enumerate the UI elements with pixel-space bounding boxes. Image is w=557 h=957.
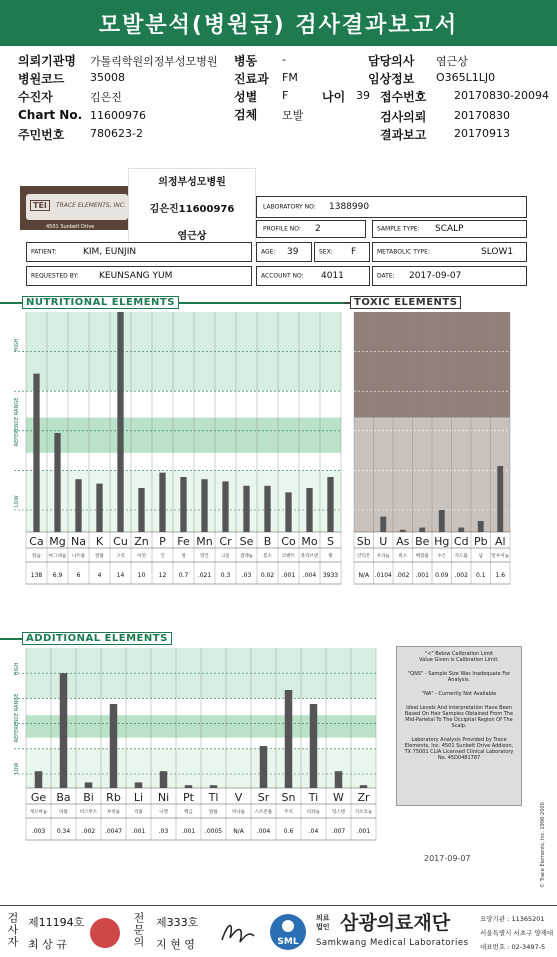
element-korean: 스트론튬 — [254, 810, 273, 815]
element-value: 138 — [30, 572, 43, 579]
account-no-box — [256, 266, 370, 286]
lab-patient-label: PATIENT: — [31, 248, 57, 256]
element-korean: 베릴륨 — [415, 554, 429, 559]
account-no-value: 4011 — [321, 271, 344, 281]
stamp-doctor: 염근상 — [177, 231, 207, 242]
element-korean: 우라늄 — [376, 554, 390, 559]
specimen-value: 모발 — [282, 109, 304, 122]
element-value: 10 — [137, 572, 146, 579]
legend-na: "NA" - Currently Not Available — [421, 691, 497, 697]
sample-type-box — [372, 220, 527, 238]
legend-lab: Laboratory Analysis Provided by Trace Elements, Inc. 4501 Sunbelt Drive Addison, TX 75001 CLIA Licensed Clinical Laboratory No. 45D0481787 — [404, 737, 514, 761]
lab-date-value: 2017-09-07 — [409, 271, 462, 281]
bar-na — [75, 479, 81, 532]
reference-band-dark — [26, 418, 341, 453]
clinical-value: O365L1LJ0 — [436, 71, 496, 84]
bar-u — [380, 517, 386, 532]
element-value: .004 — [256, 828, 271, 835]
element-korean: 주석 — [284, 810, 293, 815]
element-symbol: Mg — [49, 535, 66, 548]
element-korean: 황 — [328, 554, 333, 559]
element-korean: 루비듐 — [106, 810, 121, 815]
element-korean: 카드뮴 — [454, 554, 468, 559]
bar-sn — [285, 690, 293, 788]
element-korean: 니켈 — [159, 810, 168, 815]
element-korean: 나트륨 — [71, 554, 86, 559]
profile-no-value: 2 — [315, 224, 321, 234]
sml-text: SML — [277, 937, 299, 947]
bar-hg — [439, 510, 445, 532]
metabolic-type-box — [372, 242, 527, 262]
element-value: 0.34 — [56, 828, 71, 835]
element-symbol: Na — [71, 535, 86, 548]
element-value: 0.3 — [220, 572, 231, 579]
element-korean: 알루미늄 — [491, 554, 509, 559]
element-korean: 붕소 — [263, 554, 272, 559]
requested-by-label: REQUESTED BY: — [31, 272, 79, 280]
signature-icon — [218, 916, 258, 950]
bar-cd — [458, 528, 464, 532]
element-symbol: Mo — [301, 535, 318, 548]
range-side-label: HIGH — [14, 662, 20, 676]
element-symbol: Bi — [83, 791, 94, 804]
bar-fe — [180, 477, 186, 532]
lab-sex-label: SEX: — [319, 248, 333, 256]
element-symbol: Tl — [208, 791, 219, 804]
chart-value: 11600976 — [90, 109, 146, 122]
element-value: .0047 — [104, 828, 123, 835]
sample-type-value: SCALP — [435, 224, 464, 234]
element-symbol: Sb — [356, 535, 371, 548]
patient-info — [18, 50, 557, 146]
element-symbol: Fe — [177, 535, 190, 548]
sex-value: F — [282, 89, 289, 102]
tester-license: 제11194호 — [28, 916, 85, 929]
element-korean: 코발트 — [281, 554, 296, 559]
range-side-label: HIGH — [14, 338, 20, 352]
signature-date: 2017-09-07 — [424, 854, 471, 863]
report-footer — [0, 905, 557, 957]
age-label: 나이 — [322, 90, 346, 104]
bar-ni — [160, 771, 168, 788]
element-value: .001 — [415, 572, 429, 579]
element-korean: 백금 — [184, 810, 193, 815]
additional-chart — [0, 644, 392, 844]
specialist-name: 지 현 영 — [156, 938, 195, 951]
report-title-bar — [0, 0, 557, 46]
element-korean: 수은 — [437, 554, 447, 559]
element-korean: 철 — [181, 554, 186, 559]
specialist-label: 전문의 — [132, 912, 145, 948]
element-symbol: K — [95, 535, 104, 548]
patient-name-box — [26, 242, 252, 262]
tester-name: 최 상 규 — [28, 938, 67, 951]
element-value: 0.1 — [475, 572, 486, 579]
element-value: 6.9 — [52, 572, 63, 579]
element-symbol: Se — [239, 535, 254, 548]
metabolic-type-value: SLOW1 — [481, 247, 514, 257]
sample-type-label: SAMPLE TYPE: — [377, 225, 420, 233]
element-symbol: Ni — [157, 791, 170, 804]
bar-pt — [185, 785, 193, 788]
report-date-value: 20170913 — [454, 127, 510, 140]
element-value: N/A — [358, 572, 370, 579]
element-symbol: As — [396, 535, 410, 548]
element-value: .002 — [81, 828, 96, 835]
institution-value: 가톨릭학원의정부성모병원 — [90, 55, 218, 68]
element-symbol: W — [333, 791, 344, 804]
bar-mn — [201, 479, 207, 532]
element-symbol: Sr — [257, 791, 270, 804]
ward-label: 병동 — [234, 54, 258, 68]
element-korean: 칼슘 — [32, 554, 41, 559]
hospital-code-value: 35008 — [90, 71, 125, 84]
bar-li — [135, 782, 143, 788]
tester-seal-icon — [90, 918, 120, 948]
laboratory-no-value: 1388990 — [329, 202, 370, 212]
element-value: 3933 — [322, 572, 339, 579]
range-side-label: REFERENCE RANGE — [14, 693, 20, 743]
element-value: .001 — [131, 828, 146, 835]
element-korean: 몰리브덴 — [300, 554, 319, 559]
element-value: .001 — [281, 572, 296, 579]
toxic-chart — [348, 308, 554, 598]
report-title: 모발분석(병원급) 검사결과보고서 — [98, 12, 459, 38]
lab-date-label: DATE: — [377, 272, 395, 280]
element-value: .04 — [308, 828, 319, 835]
profile-no-label: PROFILE NO: — [263, 225, 301, 233]
element-korean: 크롬 — [221, 554, 230, 559]
rrn-value: 780623-2 — [90, 127, 143, 140]
element-korean: 비소 — [398, 554, 408, 559]
element-korean: 게르마늄 — [29, 810, 48, 815]
bar-zr — [360, 785, 368, 788]
bar-as — [400, 530, 406, 532]
profile-no-box — [256, 220, 366, 238]
stamp-patient: 김은진11600976 — [149, 204, 235, 215]
element-korean: 칼륨 — [95, 554, 104, 559]
bar-se — [243, 486, 249, 532]
element-korean: 납 — [478, 554, 483, 559]
corp-name: 삼광의료재단 — [340, 912, 451, 934]
patient-label: 수진자 — [18, 90, 53, 104]
hospital-stamp — [128, 168, 256, 246]
range-side-label: REFERENCE RANGE — [14, 397, 20, 447]
request-value: 20170830 — [454, 109, 510, 122]
age-box — [256, 242, 312, 262]
bar-ti — [310, 704, 318, 788]
bar-ba — [60, 673, 68, 788]
element-value: 12 — [158, 572, 167, 579]
nutritional-title: NUTRITIONAL ELEMENTS — [22, 296, 179, 309]
bar-ca — [33, 374, 39, 532]
lab-patient-value: KIM, EUNJIN — [83, 247, 137, 257]
tei-address: 4501 Sunbelt Drive — [46, 224, 95, 230]
reception-label-visible: 접수번호 — [380, 90, 427, 104]
sex-label: 성별 — [234, 90, 258, 104]
element-symbol: Rb — [106, 791, 121, 804]
nutritional-chart — [0, 308, 348, 598]
dept-value: FM — [282, 71, 298, 84]
specimen-label: 검체 — [234, 108, 258, 122]
bar-tl — [210, 785, 218, 788]
element-value: .004 — [302, 572, 317, 579]
element-korean: 바나듐 — [231, 810, 246, 815]
bar-k — [96, 484, 102, 532]
requested-by-value: KEUNSANG YUM — [99, 271, 173, 281]
element-korean: 셀레늄 — [239, 554, 254, 559]
tei-name: TRACE ELEMENTS, INC. — [56, 202, 126, 209]
rrn-label: 주민번호 — [18, 128, 65, 142]
element-value: .0104 — [374, 572, 392, 579]
bar-b — [264, 486, 270, 532]
element-korean: 안티몬 — [357, 554, 371, 559]
stamp-hospital: 의정부성모병원 — [158, 177, 226, 188]
element-value: 6 — [76, 572, 81, 579]
element-symbol: S — [327, 535, 334, 548]
bar-bi — [85, 782, 93, 788]
legend-ideal: Ideal Levels And Interpretation Have Been Based On Hair Samples Obtained From The Mid-Parietal To The Occipital Region Of The Scalp. — [404, 705, 514, 729]
element-symbol: Zn — [134, 535, 149, 548]
element-symbol: Sn — [281, 791, 296, 804]
patient-value: 김은진 — [90, 91, 122, 104]
bar-be — [419, 528, 425, 532]
element-korean: 아연 — [137, 554, 146, 559]
lab-report — [0, 168, 557, 905]
element-symbol: Ti — [308, 791, 319, 804]
legend-qns: "QNS" - Sample Size Was Inadequate For Analysis. — [407, 671, 511, 683]
age-value: 39 — [356, 89, 370, 102]
element-symbol: Cd — [453, 535, 469, 548]
element-symbol: Mn — [196, 535, 213, 548]
element-korean: 망간 — [200, 554, 209, 559]
bar-p — [159, 473, 165, 532]
element-symbol: Li — [133, 791, 144, 804]
element-korean: 구리 — [116, 554, 125, 559]
element-symbol: B — [263, 535, 272, 548]
element-value: .007 — [331, 828, 346, 835]
bar-cu — [117, 312, 123, 532]
dept-label: 진료과 — [234, 72, 269, 86]
corp-line-2: 서울특별시 서초구 양재대 — [480, 929, 554, 937]
bar-s — [327, 477, 333, 532]
corp-line-1: 요양기관 : 11365201 — [480, 915, 545, 923]
element-symbol: P — [159, 535, 166, 548]
sml-logo-icon — [268, 912, 308, 952]
element-korean: 바륨 — [59, 810, 68, 815]
bar-ge — [35, 771, 43, 788]
element-value: .03 — [158, 828, 169, 835]
element-korean: 인 — [160, 554, 165, 559]
corp-line-3: 대표번호 : 02-3497-5 — [480, 943, 546, 951]
element-value: .003 — [31, 828, 46, 835]
lab-age-value: 39 — [287, 247, 299, 257]
range-side-label: LOW — [14, 495, 20, 507]
element-symbol: Pt — [183, 791, 194, 804]
element-value: .021 — [197, 572, 212, 579]
bar-mo — [306, 488, 312, 532]
element-korean: 탈륨 — [209, 810, 218, 815]
laboratory-no-box — [256, 196, 527, 218]
element-symbol: Ba — [56, 791, 71, 804]
specialist-license: 제333호 — [156, 916, 199, 929]
element-value: .03 — [241, 572, 252, 579]
element-symbol: V — [234, 791, 243, 804]
tei-brand: TEI — [30, 200, 50, 211]
element-korean: 티타늄 — [306, 810, 321, 815]
legend-calibration: "<" Below Calibration Limit Value Given is Calibration Limit. — [419, 651, 499, 663]
element-value: .0005 — [204, 828, 223, 835]
request-label: 검사의뢰 — [380, 110, 427, 124]
tester-label: 검사자 — [6, 912, 19, 948]
bar-sr — [260, 746, 268, 788]
element-value: 0.7 — [178, 572, 189, 579]
doctor-label: 담당의사 — [368, 54, 415, 68]
bar-rb — [110, 704, 118, 788]
element-korean: 마그네슘 — [48, 554, 67, 559]
bar-pb — [478, 521, 484, 532]
laboratory-no-label: LABORATORY NO: — [263, 203, 316, 211]
element-symbol: Al — [494, 535, 506, 548]
clinical-label: 임상정보 — [368, 72, 415, 86]
element-symbol: U — [379, 535, 388, 548]
element-symbol: Be — [415, 535, 430, 548]
element-value: 4 — [97, 572, 102, 579]
sex-box — [314, 242, 370, 262]
element-value: 1.6 — [495, 572, 506, 579]
range-side-label: LOW — [14, 762, 20, 775]
element-value: 0.6 — [283, 828, 294, 835]
element-symbol: Co — [281, 535, 296, 548]
element-korean: 비스무트 — [79, 810, 98, 815]
additional-title: ADDITIONAL ELEMENTS — [22, 632, 172, 645]
element-korean: 텅스텐 — [331, 810, 346, 815]
corp-english: Samkwang Medical Laboratories — [316, 938, 469, 948]
side-copyright: © Trace Elements, Inc. 1998-2000 — [540, 802, 546, 888]
element-value: .002 — [454, 572, 468, 579]
lab-sex-value: F — [351, 247, 357, 257]
bar-co — [285, 492, 291, 532]
element-value: 14 — [116, 572, 125, 579]
institution-label: 의뢰기관명 — [18, 54, 76, 68]
element-value: 0.09 — [435, 572, 449, 579]
bar-al — [497, 466, 503, 532]
toxic-title: TOXIC ELEMENTS — [350, 296, 461, 309]
chart-label: Chart No. — [18, 108, 83, 122]
report-date-label: 결과보고 — [380, 128, 427, 142]
element-value: .001 — [356, 828, 371, 835]
legend-notes — [396, 646, 522, 806]
doctor-value: 염근상 — [436, 55, 468, 68]
metabolic-type-label: METABOLIC TYPE: — [377, 248, 430, 256]
requested-by-box — [26, 266, 252, 286]
account-no-label: ACCOUNT NO: — [261, 272, 304, 280]
element-value: N/A — [233, 828, 244, 835]
lab-age-label: AGE: — [261, 248, 276, 256]
element-symbol: Ca — [29, 535, 44, 548]
ward-value: - — [282, 53, 286, 66]
bar-mg — [54, 433, 60, 532]
bar-w — [335, 771, 343, 788]
element-value: .001 — [181, 828, 196, 835]
hospital-code-label: 병원코드 — [18, 72, 65, 86]
reception-value: 20170830-20094 — [454, 89, 549, 102]
bar-zn — [138, 488, 144, 532]
bar-cr — [222, 481, 228, 532]
element-korean: 리튬 — [134, 810, 143, 815]
element-symbol: Hg — [434, 535, 450, 548]
element-korean: 지르코늄 — [354, 810, 373, 815]
element-value: 0.02 — [260, 572, 275, 579]
element-value: .002 — [396, 572, 410, 579]
corp-prefix: 의료 법인 — [316, 914, 330, 931]
element-symbol: Pb — [473, 535, 488, 548]
element-symbol: Ge — [30, 791, 47, 804]
report-date-box — [372, 266, 527, 286]
element-symbol: Cu — [113, 535, 128, 548]
element-symbol: Cr — [219, 535, 232, 548]
element-symbol: Zr — [357, 791, 370, 804]
